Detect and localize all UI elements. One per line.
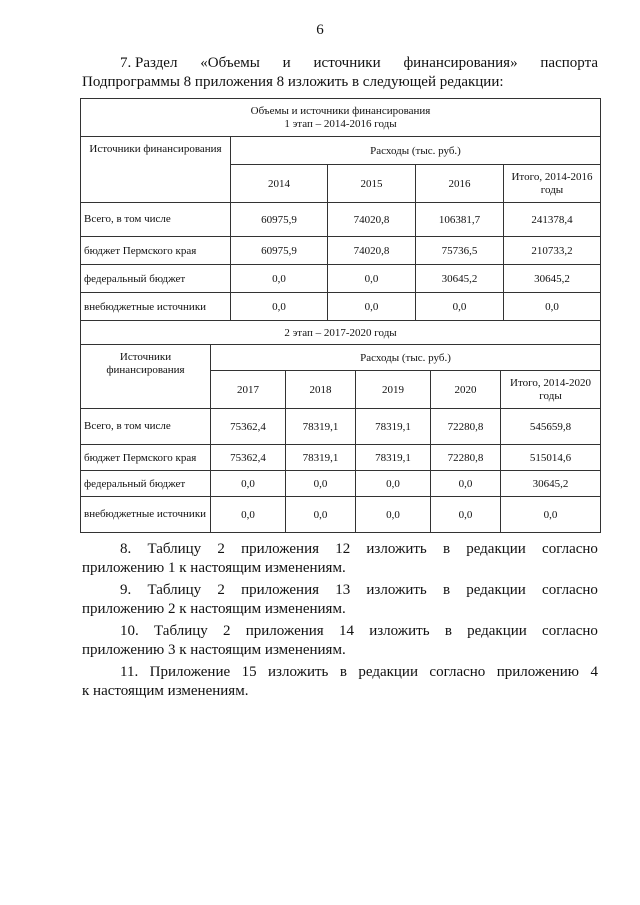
cell-value: 74020,8 [328, 203, 416, 237]
cell-value: 0,0 [501, 497, 601, 533]
intro-word: и [282, 55, 291, 71]
item-word: в [339, 664, 347, 680]
cell-value: 0,0 [431, 471, 501, 497]
sources-header: Источники финансирования [81, 345, 211, 409]
year-header: 2019 [356, 371, 431, 409]
cell-value: 0,0 [286, 497, 356, 533]
sources-header: Источники финансирования [81, 137, 231, 203]
item-word: изложить [366, 582, 427, 598]
financing-table [80, 98, 600, 533]
item-word: приложения [241, 541, 320, 557]
item-word: 15 [241, 664, 257, 680]
item-word: 2 [217, 582, 225, 598]
list-item [82, 663, 598, 701]
row-label: внебюджетные источники [81, 497, 211, 533]
row-label: внебюджетные источники [81, 293, 231, 321]
year-header: 2015 [328, 165, 416, 203]
item-word: редакции [358, 664, 418, 680]
stage2-title: 2 этап – 2017-2020 годы [81, 321, 601, 345]
item-word: согласно [542, 541, 598, 557]
item-line-2: приложению 2 к настоящим изменениям. [82, 601, 346, 617]
item-line-2: приложению 3 к настоящим изменениям. [82, 642, 346, 658]
table-row [81, 409, 601, 445]
cell-value: 0,0 [211, 497, 286, 533]
cell-value: 75362,4 [211, 409, 286, 445]
cell-value: 515014,6 [501, 445, 601, 471]
item-word: Таблицу [147, 541, 202, 557]
stage1-table [80, 98, 601, 321]
item-word: в [442, 582, 451, 598]
table-row [81, 203, 601, 237]
item-word: в [444, 623, 452, 639]
item-word: приложения [245, 623, 324, 639]
list-item [82, 581, 598, 619]
cell-value: 0,0 [416, 293, 504, 321]
cell-value: 0,0 [328, 293, 416, 321]
row-label: федеральный бюджет [81, 265, 231, 293]
item-word: 4 [590, 664, 598, 680]
item-word: 9. [120, 582, 132, 598]
table-title: Объемы и источники финансирования [250, 104, 431, 117]
item-word: редакции [466, 582, 526, 598]
cell-value: 72280,8 [431, 409, 501, 445]
cell-value: 545659,8 [501, 409, 601, 445]
item-word: 14 [338, 623, 354, 639]
cell-value: 60975,9 [231, 237, 328, 265]
cell-value: 106381,7 [416, 203, 504, 237]
cell-value: 210733,2 [504, 237, 601, 265]
item-line-2: к настоящим изменениям. [82, 683, 249, 699]
item-word: изложить [268, 664, 329, 680]
item-line-1 [82, 540, 598, 559]
table-row [81, 471, 601, 497]
item-word: 11. [120, 664, 139, 680]
intro-word: 7. Раздел [120, 55, 178, 71]
intro-word: финансирования» [403, 55, 518, 71]
year-header: 2018 [286, 371, 356, 409]
intro-word: источники [313, 55, 381, 71]
item-word: редакции [466, 541, 526, 557]
cell-value: 0,0 [211, 471, 286, 497]
cell-value: 0,0 [231, 293, 328, 321]
item-word: изложить [366, 541, 427, 557]
list-item [82, 540, 598, 578]
total-header: Итого, 2014-2016 годы [504, 165, 601, 203]
cell-value: 241378,4 [504, 203, 601, 237]
item-word: приложению [496, 664, 580, 680]
cell-value: 78319,1 [356, 445, 431, 471]
item-line-2: приложению 1 к настоящим изменениям. [82, 560, 346, 576]
year-header: 2020 [431, 371, 501, 409]
row-label: Всего, в том числе [81, 409, 211, 445]
list-item [82, 622, 598, 660]
item-word: 12 [335, 541, 351, 557]
item-line-1 [82, 663, 598, 682]
row-label: бюджет Пермского края [81, 445, 211, 471]
page-number: 6 [316, 22, 324, 38]
row-label: федеральный бюджет [81, 471, 211, 497]
cell-value: 75736,5 [416, 237, 504, 265]
item-word: 10. [120, 623, 139, 639]
item-word: 2 [217, 541, 225, 557]
cell-value: 75362,4 [211, 445, 286, 471]
row-label: бюджет Пермского края [81, 237, 231, 265]
year-header: 2014 [231, 165, 328, 203]
cell-value: 30645,2 [501, 471, 601, 497]
item-word: в [442, 541, 451, 557]
table-row [81, 265, 601, 293]
cell-value: 0,0 [356, 497, 431, 533]
cell-value: 74020,8 [328, 237, 416, 265]
cell-value: 78319,1 [286, 409, 356, 445]
intro-line-2: Подпрограммы 8 приложения 8 изложить в следующей редакции: [82, 74, 504, 90]
year-header: 2017 [211, 371, 286, 409]
cell-value: 0,0 [356, 471, 431, 497]
table-title-cell [81, 99, 601, 137]
item-word: 2 [223, 623, 231, 639]
cell-value: 0,0 [328, 265, 416, 293]
table-row [81, 497, 601, 533]
cell-value: 60975,9 [231, 203, 328, 237]
intro-word: «Объемы [200, 55, 260, 71]
item-word: приложения [241, 582, 320, 598]
table-row [81, 293, 601, 321]
intro-paragraph [82, 54, 598, 92]
total-header: Итого, 2014-2020 годы [501, 371, 601, 409]
cell-value: 78319,1 [356, 409, 431, 445]
item-line-1 [82, 622, 598, 641]
item-word: редакции [467, 623, 527, 639]
stage2-table [80, 320, 601, 533]
cell-value: 30645,2 [416, 265, 504, 293]
numbered-items [82, 540, 598, 704]
year-header: 2016 [416, 165, 504, 203]
cell-value: 0,0 [231, 265, 328, 293]
cell-value: 0,0 [431, 497, 501, 533]
item-word: Таблицу [147, 582, 202, 598]
intro-line-1 [82, 54, 598, 73]
stage1-title: 1 этап – 2014-2016 годы [284, 117, 397, 130]
table-row [81, 237, 601, 265]
table-row [81, 445, 601, 471]
item-word: согласно [542, 582, 598, 598]
item-word: согласно [542, 623, 598, 639]
item-word: Таблицу [154, 623, 208, 639]
expenses-header: Расходы (тыс. руб.) [211, 345, 601, 371]
intro-word: паспорта [540, 55, 598, 71]
cell-value: 72280,8 [431, 445, 501, 471]
item-line-1 [82, 581, 598, 600]
cell-value: 0,0 [504, 293, 601, 321]
expenses-header: Расходы (тыс. руб.) [231, 137, 601, 165]
item-word: согласно [429, 664, 486, 680]
cell-value: 78319,1 [286, 445, 356, 471]
cell-value: 30645,2 [504, 265, 601, 293]
item-word: 8. [120, 541, 132, 557]
item-word: Приложение [149, 664, 231, 680]
item-word: изложить [369, 623, 430, 639]
item-word: 13 [335, 582, 351, 598]
row-label: Всего, в том числе [81, 203, 231, 237]
cell-value: 0,0 [286, 471, 356, 497]
